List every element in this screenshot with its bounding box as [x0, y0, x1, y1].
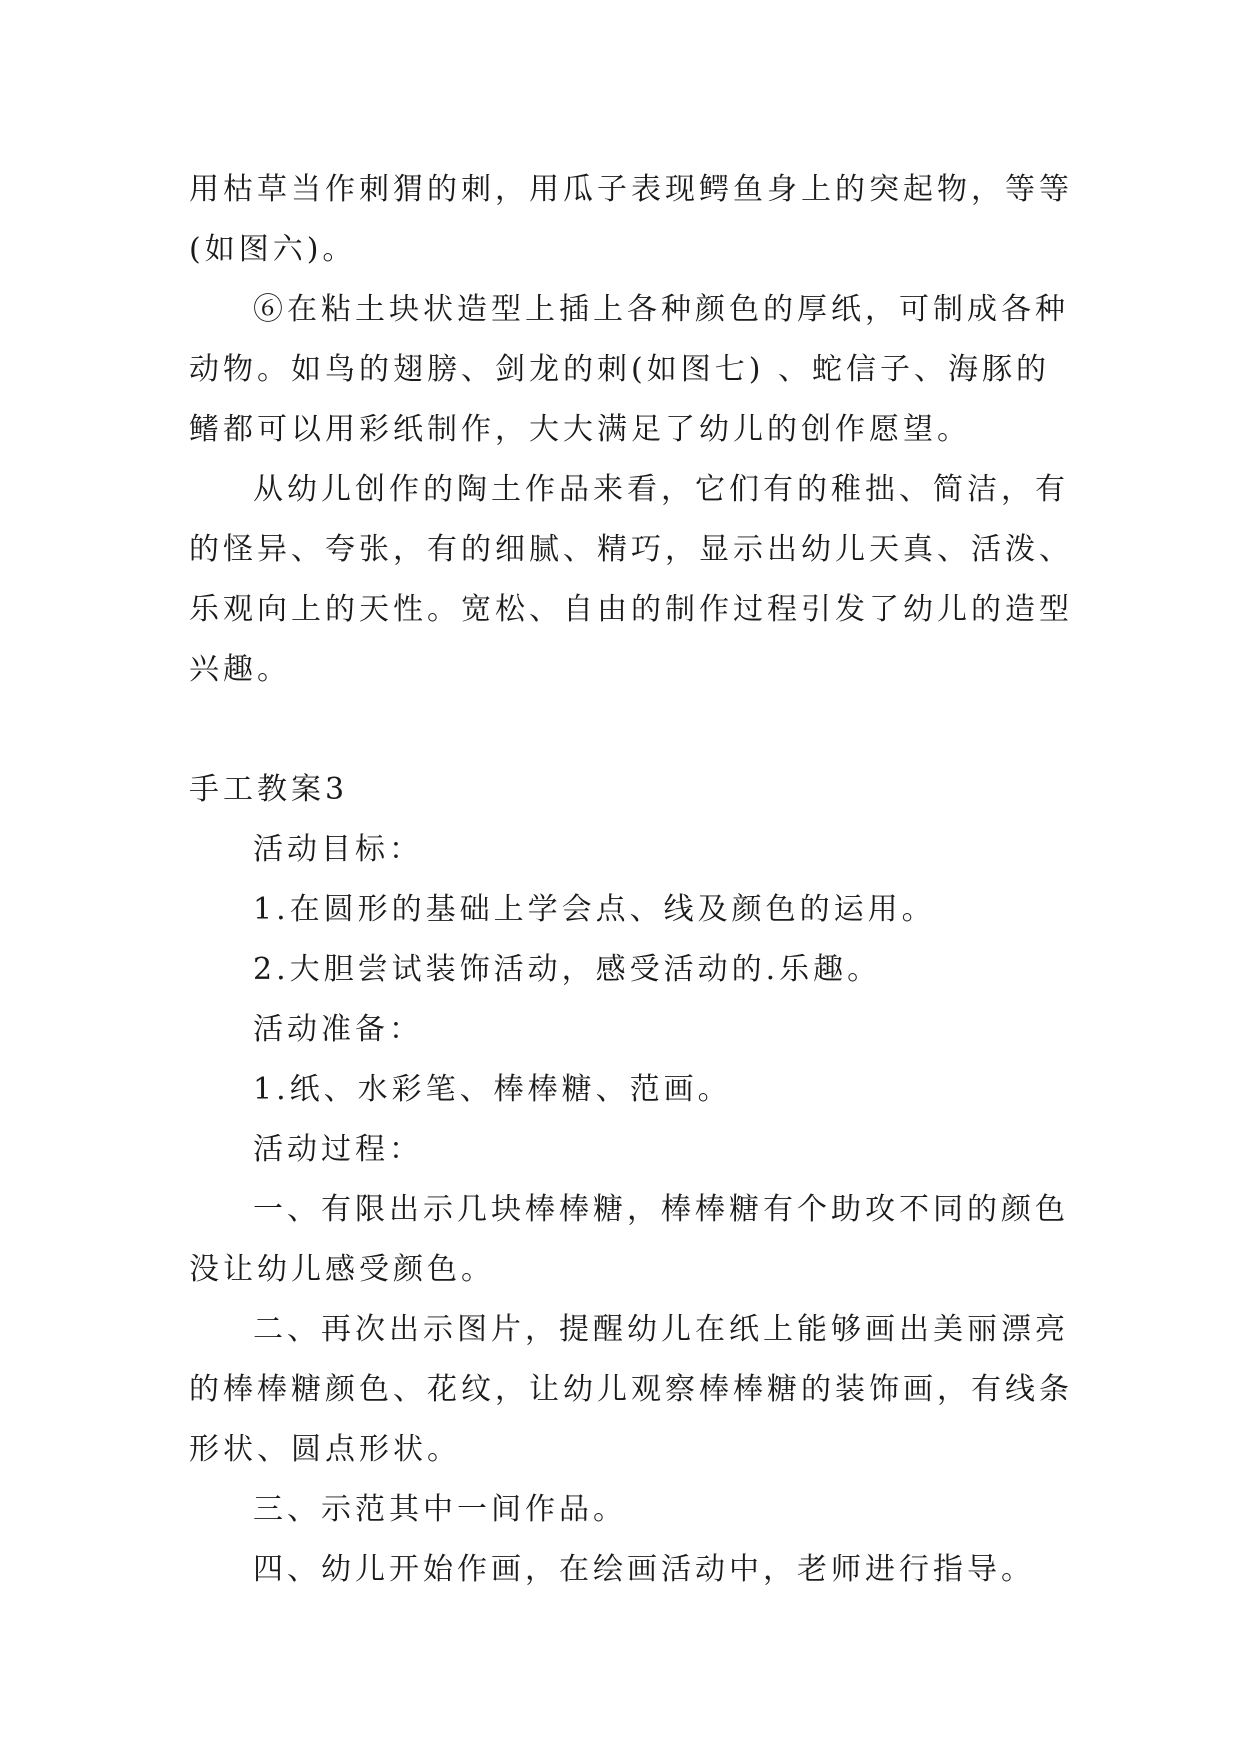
activity-goals-heading: 活动目标： [253, 832, 423, 867]
section-title: 手工教案3 [189, 772, 349, 807]
activity-goal-1: 1.在圆形的基础上学会点、线及颜色的运用。 [253, 892, 936, 927]
activity-prep-heading: 活动准备： [253, 1012, 423, 1047]
activity-goal-2: 2.大胆尝试装饰活动，感受活动的.乐趣。 [253, 952, 882, 987]
activity-prep-1: 1.纸、水彩笔、棒棒糖、范画。 [253, 1072, 732, 1107]
paragraph-summary: 从幼儿创作的陶土作品来看，它们有的稚拙、简洁，有的怪异、夸张，有的细腻、精巧，显示出幼儿天真、活泼、乐观向上的天性。宽松、自由的制作过程引发了幼儿的造型兴趣。 [189, 472, 1073, 687]
activity-step-1: 一、有限出示几块棒棒糖，棒棒糖有个助攻不同的颜色没让幼儿感受颜色。 [189, 1192, 1069, 1287]
paragraph-continuation: 用枯草当作刺猬的刺，用瓜子表现鳄鱼身上的突起物，等等(如图六)。 [189, 172, 1073, 267]
paragraph-clay-cardboard: ⑥在粘土块状造型上插上各种颜色的厚纸，可制成各种动物。如鸟的翅膀、剑龙的刺(如图七) 、蛇信子、海豚的鳍都可以用彩纸制作，大大满足了幼儿的创作愿望。 [189, 292, 1069, 447]
activity-step-4: 四、幼儿开始作画，在绘画活动中，老师进行指导。 [253, 1552, 1035, 1587]
activity-step-2: 二、再次出示图片，提醒幼儿在纸上能够画出美丽漂亮的棒棒糖颜色、花纹，让幼儿观察棒棒糖的装饰画，有线条形状、圆点形状。 [189, 1312, 1073, 1467]
activity-process-heading: 活动过程： [253, 1132, 423, 1167]
activity-step-3: 三、示范其中一间作品。 [253, 1492, 627, 1527]
document-content [189, 160, 1079, 1600]
